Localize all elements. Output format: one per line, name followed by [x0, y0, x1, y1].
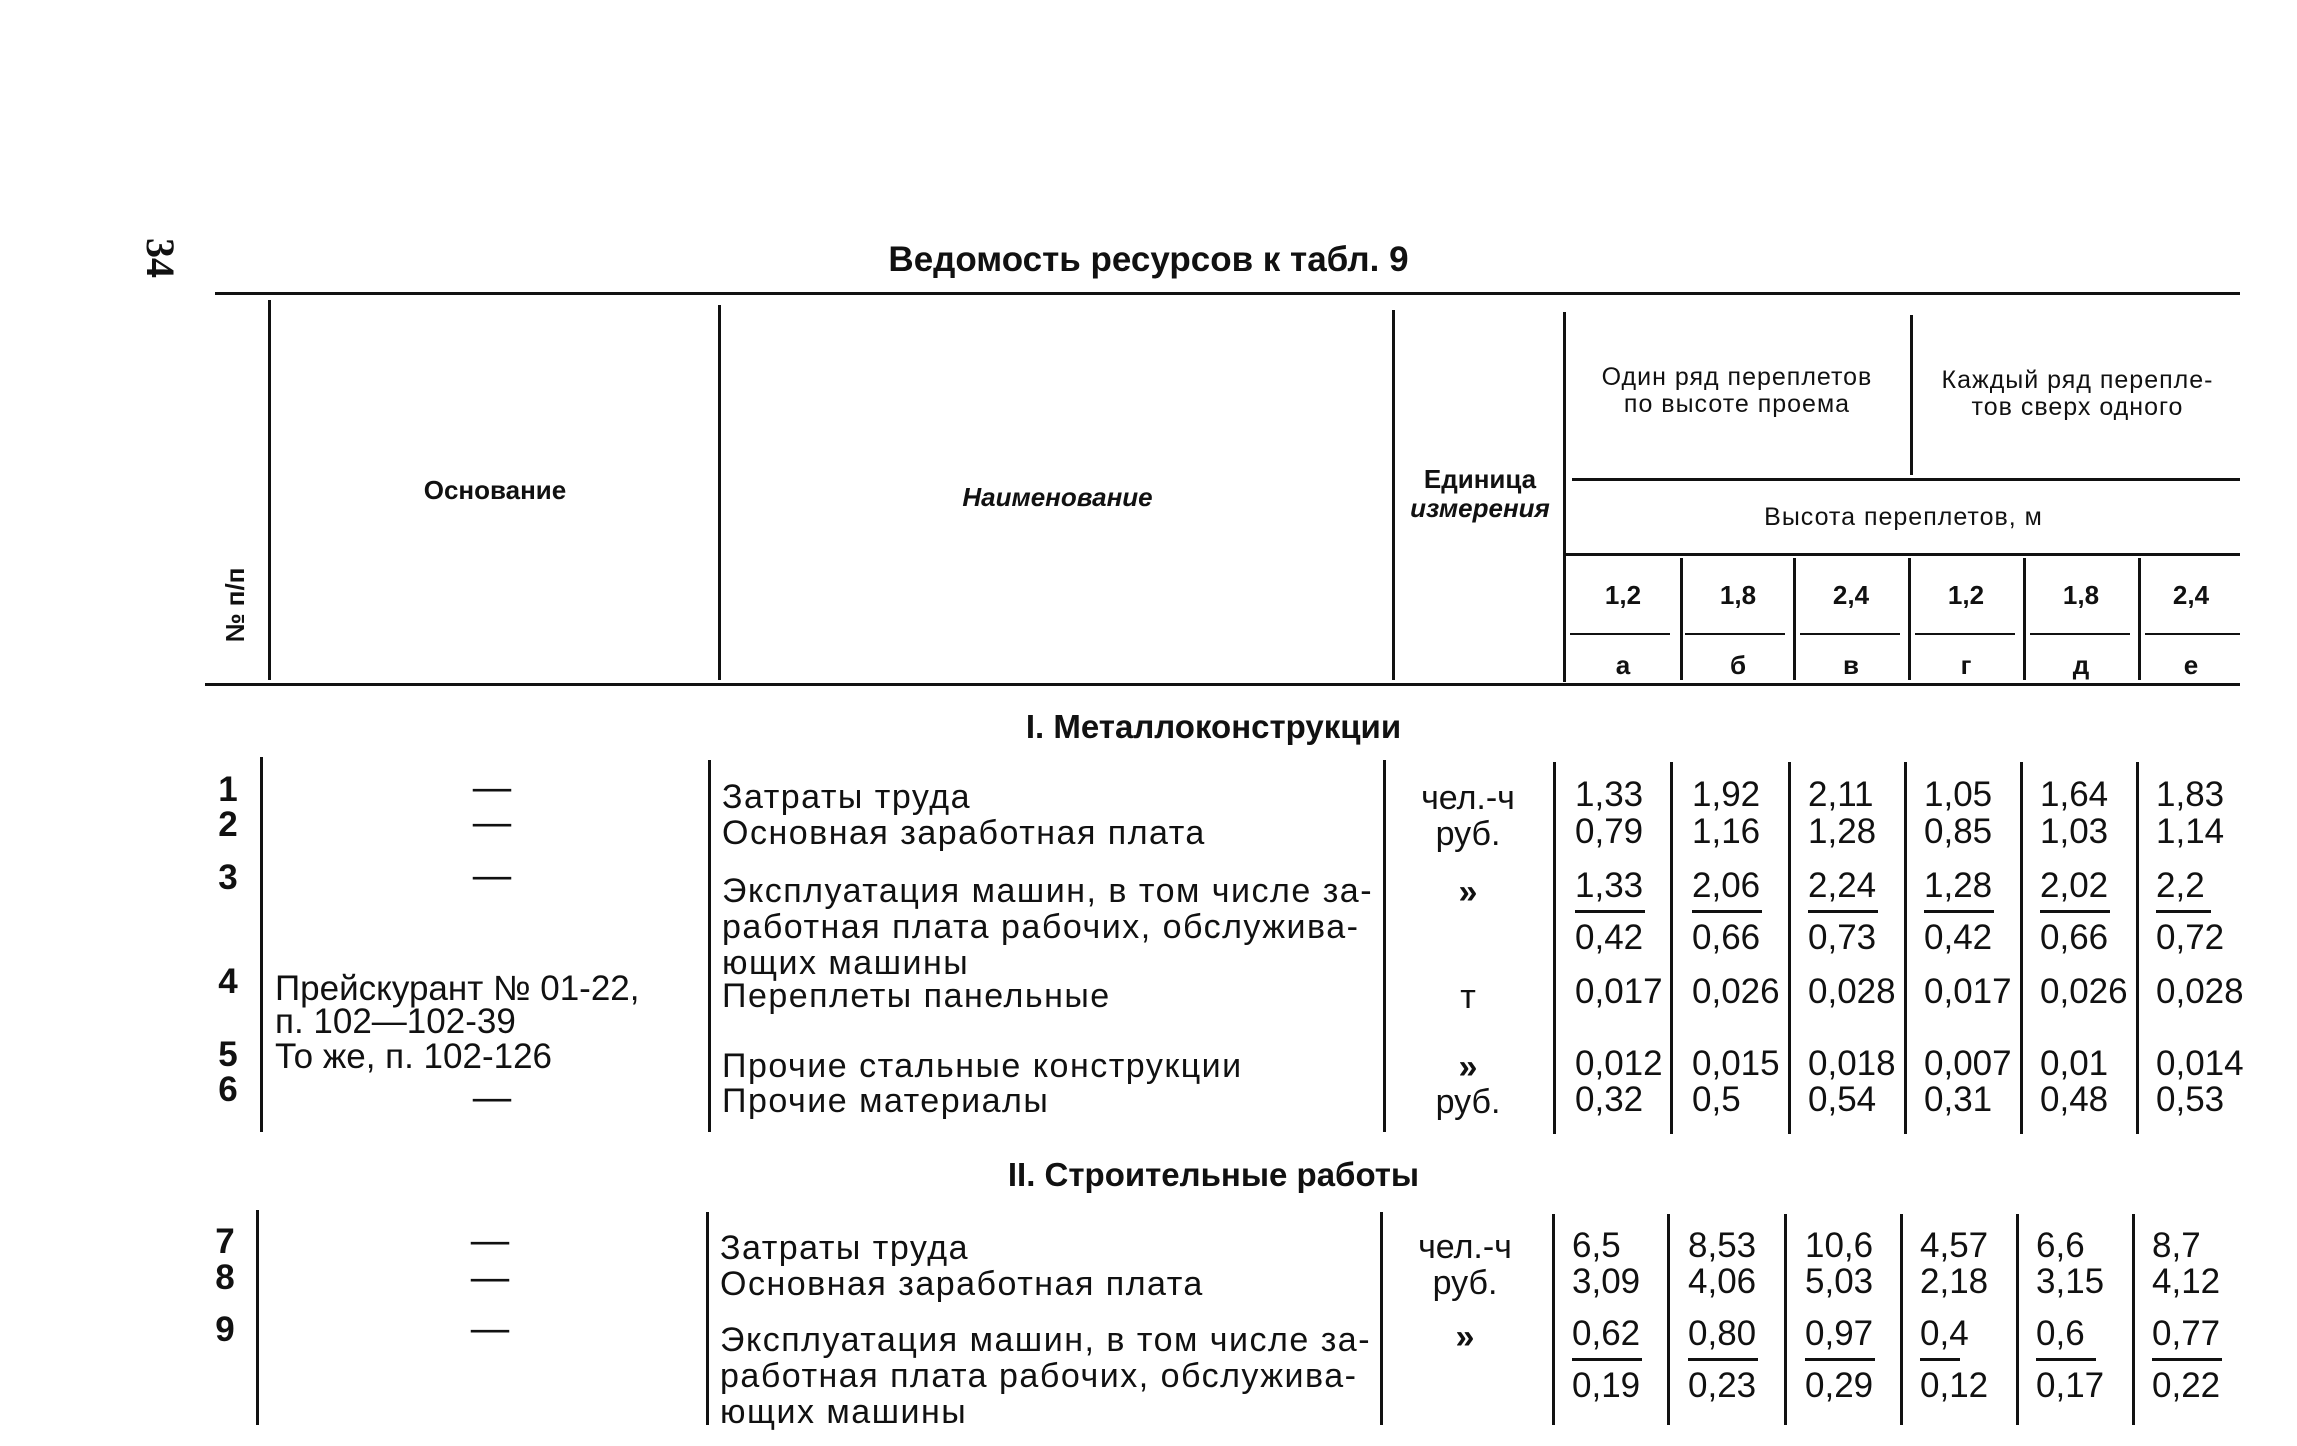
row-value-g: 0,017	[1924, 972, 2012, 1011]
header-height-v: 2,4	[1832, 580, 1870, 610]
row-basis: —	[473, 854, 511, 896]
row-basis: —	[473, 801, 511, 843]
row-value-a: 0,32	[1575, 1080, 1644, 1119]
header-letter-e: е	[2183, 650, 2199, 680]
row-name: Затраты труда	[722, 778, 972, 816]
row-value-b: 4,06	[1688, 1262, 1757, 1301]
row-value-g: 2,18	[1920, 1262, 1989, 1301]
body-vline	[2016, 1214, 2019, 1425]
row-value-a: 0,62	[1572, 1314, 1641, 1353]
header-unit-1: Единица	[1423, 464, 1537, 494]
row-basis: —	[473, 1076, 511, 1118]
header-letter-v: в	[1843, 650, 1859, 680]
header-height-e: 2,4	[2172, 580, 2210, 610]
row-value-d: 6,6	[2036, 1226, 2085, 1265]
row-value-d: 0,026	[2040, 972, 2128, 1011]
row-value-a: 0,017	[1575, 972, 1663, 1011]
body-vline	[1670, 762, 1673, 1134]
row-basis: То же, п. 102-126	[275, 1037, 553, 1076]
header-group2-line2: тов сверх одного	[1971, 393, 2184, 421]
row-name: Прочие стальные конструкции	[722, 1047, 1243, 1085]
row-value-g: 0,007	[1924, 1044, 2012, 1083]
header-letter-g: г	[1960, 650, 1972, 680]
body-vline	[706, 1212, 709, 1425]
row-value-d: 0,6	[2036, 1314, 2085, 1353]
row-name-line: работная плата рабочих, обслужива-	[722, 908, 1360, 946]
row-value-v: 2,11	[1808, 775, 1874, 814]
row-value-v: 10,6	[1805, 1226, 1874, 1265]
row-unit: руб.	[1432, 1264, 1498, 1302]
row-unit: »	[1455, 1318, 1475, 1356]
row-value2-g: 0,42	[1924, 918, 1993, 957]
header-height-label: Высота переплетов, м	[1764, 503, 2043, 531]
header-vline	[1910, 315, 1913, 475]
body-vline	[2136, 762, 2139, 1134]
row-value-g: 1,05	[1924, 775, 1993, 814]
row-name: Переплеты панельные	[722, 977, 1111, 1015]
row-value2-e: 0,72	[2156, 918, 2225, 957]
row-value-b: 0,015	[1692, 1044, 1780, 1083]
body-vline	[256, 1210, 259, 1425]
row-number: 6	[218, 1070, 238, 1109]
row-value-b: 1,92	[1692, 775, 1761, 814]
row-value-a: 0,79	[1575, 812, 1644, 851]
row-number: 3	[218, 858, 238, 897]
row-name: Прочие материалы	[722, 1082, 1050, 1120]
row-value-a: 6,5	[1572, 1226, 1621, 1265]
row-number: 8	[215, 1258, 235, 1297]
row-value-b: 1,16	[1692, 812, 1761, 851]
fraction-bar	[1688, 1358, 1758, 1361]
page-number: 34	[138, 238, 183, 278]
row-value-g: 4,57	[1920, 1226, 1989, 1265]
row-value-b: 2,06	[1692, 866, 1761, 905]
header-small-rule	[1570, 633, 1670, 635]
row-value-g: 0,4	[1920, 1314, 1969, 1353]
body-vline	[2132, 1214, 2135, 1425]
header-group-rule	[1572, 478, 2240, 481]
row-value-v: 0,028	[1808, 972, 1896, 1011]
body-vline	[260, 757, 263, 1132]
header-height-rule	[1565, 553, 2240, 556]
row-value2-v: 0,73	[1808, 918, 1877, 957]
body-vline	[708, 760, 711, 1132]
row-value-v: 2,24	[1808, 866, 1877, 905]
row-number: 7	[215, 1222, 235, 1261]
row-value2-g: 0,12	[1920, 1366, 1989, 1405]
row-unit: руб.	[1435, 815, 1501, 853]
row-name: Затраты труда	[720, 1229, 970, 1267]
row-value-b: 0,80	[1688, 1314, 1757, 1353]
row-value-v: 5,03	[1805, 1262, 1874, 1301]
header-letter-d: д	[2072, 650, 2090, 680]
row-value-b: 0,5	[1692, 1080, 1741, 1119]
row-basis: —	[473, 766, 511, 808]
section-title: I. Металлоконструкции	[1025, 708, 1402, 745]
row-name-line: Эксплуатация машин, в том числе за-	[720, 1321, 1372, 1359]
row-value-e: 4,12	[2152, 1262, 2221, 1301]
row-value2-v: 0,29	[1805, 1366, 1874, 1405]
row-value2-a: 0,19	[1572, 1366, 1641, 1405]
row-basis: —	[471, 1219, 509, 1261]
row-basis: —	[471, 1307, 509, 1349]
row-value-v: 0,54	[1808, 1080, 1877, 1119]
row-value-a: 1,33	[1575, 866, 1644, 905]
row-value-d: 2,02	[2040, 866, 2109, 905]
fraction-bar	[1808, 910, 1878, 913]
row-name-line: Эксплуатация машин, в том числе за-	[722, 872, 1374, 910]
row-value-v: 0,018	[1808, 1044, 1896, 1083]
row-number: 5	[218, 1035, 238, 1074]
fraction-bar	[1924, 910, 1994, 913]
row-value-e: 1,83	[2156, 775, 2225, 814]
row-value-e: 2,2	[2156, 866, 2205, 905]
fraction-bar	[2036, 1358, 2096, 1361]
row-value-g: 1,28	[1924, 866, 1993, 905]
header-small-rule	[1915, 633, 2015, 635]
row-value-a: 3,09	[1572, 1262, 1641, 1301]
row-value-a: 1,33	[1575, 775, 1644, 814]
header-letter-b: б	[1729, 650, 1747, 680]
fraction-bar	[1920, 1358, 1960, 1361]
header-height-d: 1,8	[2062, 580, 2100, 610]
row-unit: »	[1458, 1048, 1478, 1086]
row-value-e: 0,028	[2156, 972, 2244, 1011]
row-value-d: 1,03	[2040, 812, 2109, 851]
row-number: 1	[218, 770, 238, 809]
row-value-g: 0,85	[1924, 812, 1993, 851]
row-value-v: 1,28	[1808, 812, 1877, 851]
row-unit: т	[1460, 978, 1476, 1016]
row-value-d: 1,64	[2040, 775, 2109, 814]
header-group2-line1: Каждый ряд перепле-	[1941, 366, 2214, 394]
row-value-d: 3,15	[2036, 1262, 2105, 1301]
row-value2-d: 0,66	[2040, 918, 2109, 957]
section-title: II. Строительные работы	[1007, 1156, 1420, 1193]
header-group1-line2: по высоте проема	[1623, 390, 1851, 418]
header-small-rule	[1685, 633, 1785, 635]
header-bottom-rule	[205, 683, 2240, 686]
row-basis: —	[471, 1256, 509, 1298]
body-vline	[1667, 1214, 1670, 1425]
row-value2-a: 0,42	[1575, 918, 1644, 957]
header-vline	[268, 300, 271, 680]
row-unit: руб.	[1435, 1083, 1501, 1121]
table-title: Ведомость ресурсов к табл. 9	[888, 240, 1409, 279]
row-name: Основная заработная плата	[720, 1265, 1204, 1303]
row-number: 9	[215, 1310, 235, 1349]
body-vline	[1788, 762, 1791, 1134]
row-name: Основная заработная плата	[722, 814, 1206, 852]
row-value-d: 0,01	[2040, 1044, 2109, 1083]
body-vline	[2020, 762, 2023, 1134]
header-height-a: 1,2	[1604, 580, 1642, 610]
row-value-e: 1,14	[2156, 812, 2225, 851]
row-value-v: 0,97	[1805, 1314, 1874, 1353]
row-basis-line: п. 102—102-39	[275, 1002, 516, 1041]
header-basis: Основание	[423, 475, 567, 505]
row-basis-line: Прейскурант № 01-22,	[275, 969, 640, 1008]
header-group1-line1: Один ряд переплетов	[1601, 363, 1873, 391]
row-name-line: работная плата рабочих, обслужива-	[720, 1357, 1358, 1395]
header-no: № п/п	[220, 567, 250, 643]
body-vline	[1900, 1214, 1903, 1425]
row-value-e: 8,7	[2152, 1226, 2201, 1265]
fraction-bar	[2152, 1358, 2222, 1361]
row-value-b: 8,53	[1688, 1226, 1757, 1265]
body-vline	[1784, 1214, 1787, 1425]
fraction-bar	[1572, 1358, 1642, 1361]
row-name-line: ющих машины	[722, 944, 970, 982]
header-small-rule	[2030, 633, 2130, 635]
body-vline	[1904, 762, 1907, 1134]
row-value2-e: 0,22	[2152, 1366, 2221, 1405]
row-value-e: 0,53	[2156, 1080, 2225, 1119]
row-name-line: ющих машины	[720, 1393, 968, 1431]
header-small-rule	[1800, 633, 1900, 635]
fraction-bar	[2156, 910, 2211, 913]
header-vline	[718, 305, 721, 680]
row-unit: чел.-ч	[1421, 779, 1515, 817]
row-value2-b: 0,66	[1692, 918, 1761, 957]
fraction-bar	[1805, 1358, 1875, 1361]
row-value-e: 0,014	[2156, 1044, 2244, 1083]
header-unit-2: измерения	[1410, 493, 1550, 523]
fraction-bar	[1692, 910, 1762, 913]
row-number: 4	[218, 962, 238, 1001]
header-name: Наименование	[962, 482, 1153, 512]
row-value-b: 0,026	[1692, 972, 1780, 1011]
row-value-e: 0,77	[2152, 1314, 2221, 1353]
row-value2-d: 0,17	[2036, 1366, 2105, 1405]
header-height-b: 1,8	[1719, 580, 1757, 610]
fraction-bar	[1575, 910, 1645, 913]
row-value2-b: 0,23	[1688, 1366, 1757, 1405]
row-unit: »	[1458, 873, 1478, 911]
header-letter-a: а	[1615, 650, 1631, 680]
header-small-rule	[2145, 633, 2240, 635]
row-number: 2	[218, 805, 238, 844]
row-unit: чел.-ч	[1418, 1228, 1512, 1266]
row-value-a: 0,012	[1575, 1044, 1663, 1083]
row-value-d: 0,48	[2040, 1080, 2109, 1119]
fraction-bar	[2040, 910, 2110, 913]
row-value-g: 0,31	[1924, 1080, 1993, 1119]
header-top-rule	[215, 292, 2240, 295]
header-height-g: 1,2	[1947, 580, 1985, 610]
